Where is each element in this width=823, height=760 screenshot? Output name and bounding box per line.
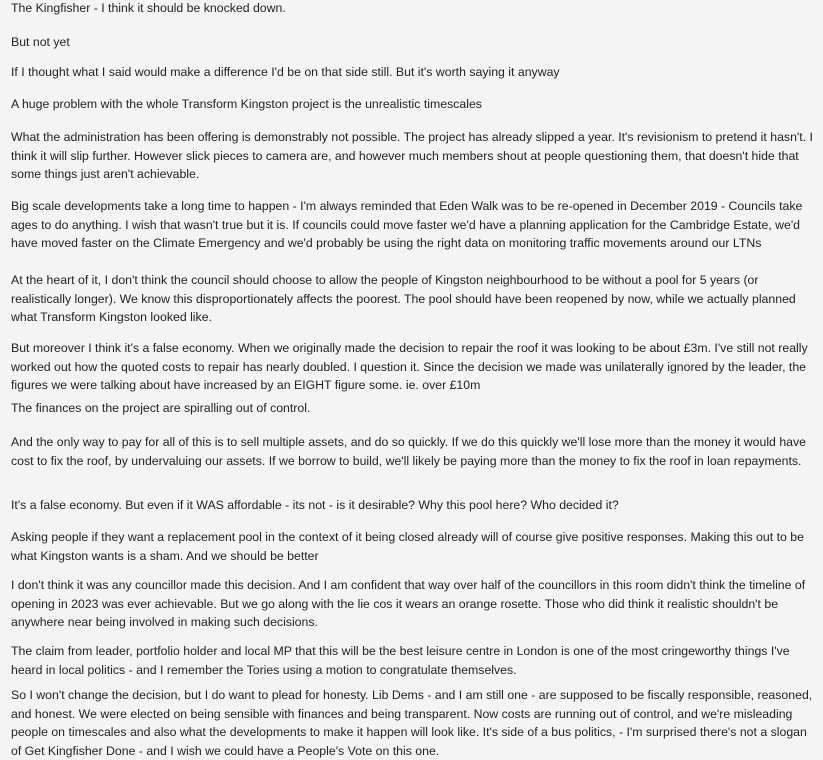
paragraph-12: Asking people if they want a replacement pool in the context of it being closed already will of course give positive responses. Making this out to be what Kingston wants is a sham. And we should be better <box>11 530 804 563</box>
paragraph-3: If I thought what I said would make a difference I'd be on that side still. But it's worth saying it anyway <box>11 65 560 79</box>
paragraph-4: A huge problem with the whole Transform Kingston project is the unrealistic timescales <box>11 97 482 111</box>
paragraph-8: But moreover I think it's a false economy. When we originally made the decision to repair the roof it was looking to be about £3m. I've still not really worked out how the quoted costs to repair has nearly doubled. I question it. Since the decision we made was unilaterally ignored by the leader, the figures we were talking about have increased by an EIGHT figure some. ie. over £10m <box>11 341 808 393</box>
paragraph-5: What the administration has been offering is demonstrably not possible. The project has already slipped a year. It's revisionism to pretend it hasn't. I think it will slip further. However slick pieces to camera are, and however much members shout at people questioning them, that doesn't hide that some things just aren't achievable. <box>11 130 813 182</box>
paragraph-6: Big scale developments take a long time to happen - I'm always reminded that Eden Walk was to be re-opened in December 2019 - Councils take ages to do anything. I wish that wasn't true but it is. If councils could move faster we'd have a planning application for the Cambridge Estate, we'd have moved faster on the Climate Emergency and we'd probably be using the right data on monitoring traffic movements around our LTNs <box>11 199 803 251</box>
paragraph-10: And the only way to pay for all of this is to sell multiple assets, and do so quickly. If we do this quickly we'll lose more than the money it would have cost to fix the roof, by undervaluing our assets. If we borrow to build, we'll likely be paying more than the money to fix the roof in loan repayments. <box>11 435 806 468</box>
paragraph-14: The claim from leader, portfolio holder and local MP that this will be the best leisure centre in London is one of the most cringeworthy things I've heard in local politics - and I remember the Tories using a motion to congratulate themselves. <box>11 644 790 677</box>
paragraph-7: At the heart of it, I don't think the council should choose to allow the people of Kingston neighbourhood to be without a pool for 5 years (or realistically longer). We know this disproportionately affects the poorest. The pool should have been reopened by now, while we actually planned what Transform Kingston looked like. <box>11 273 796 325</box>
paragraph-1: The Kingfisher - I think it should be knocked down. <box>11 1 286 15</box>
paragraph-2: But not yet <box>11 35 70 49</box>
paragraph-11: It's a false economy. But even if it WAS affordable - its not - is it desirable? Why this pool here? Who decided it? <box>11 498 619 512</box>
paragraph-13: I don't think it was any councillor made this decision. And I am confident that way over half of the councillors in this room didn't think the timeline of opening in 2023 was ever achievable. But we go along with the lie cos it wears an orange rosette. Those who did think it realistic shouldn't be anywhere near being involved in making such decisions. <box>11 578 806 630</box>
paragraph-9: The finances on the project are spiralling out of control. <box>11 401 311 415</box>
paragraph-15: So I won't change the decision, but I do want to plead for honesty. Lib Dems - and I am still one - are supposed to be fiscally responsible, reasoned, and honest. We were elected on being sensible with finances and being transparent. Now costs are running out of control, and we're misleading people on timescales and also what the developments to make it happen will look like. It's side of a bus politics, - I'm surprised there's not a slogan of Get Kingfisher Done - and I wish we could have a People's Vote on this one. <box>11 688 813 758</box>
